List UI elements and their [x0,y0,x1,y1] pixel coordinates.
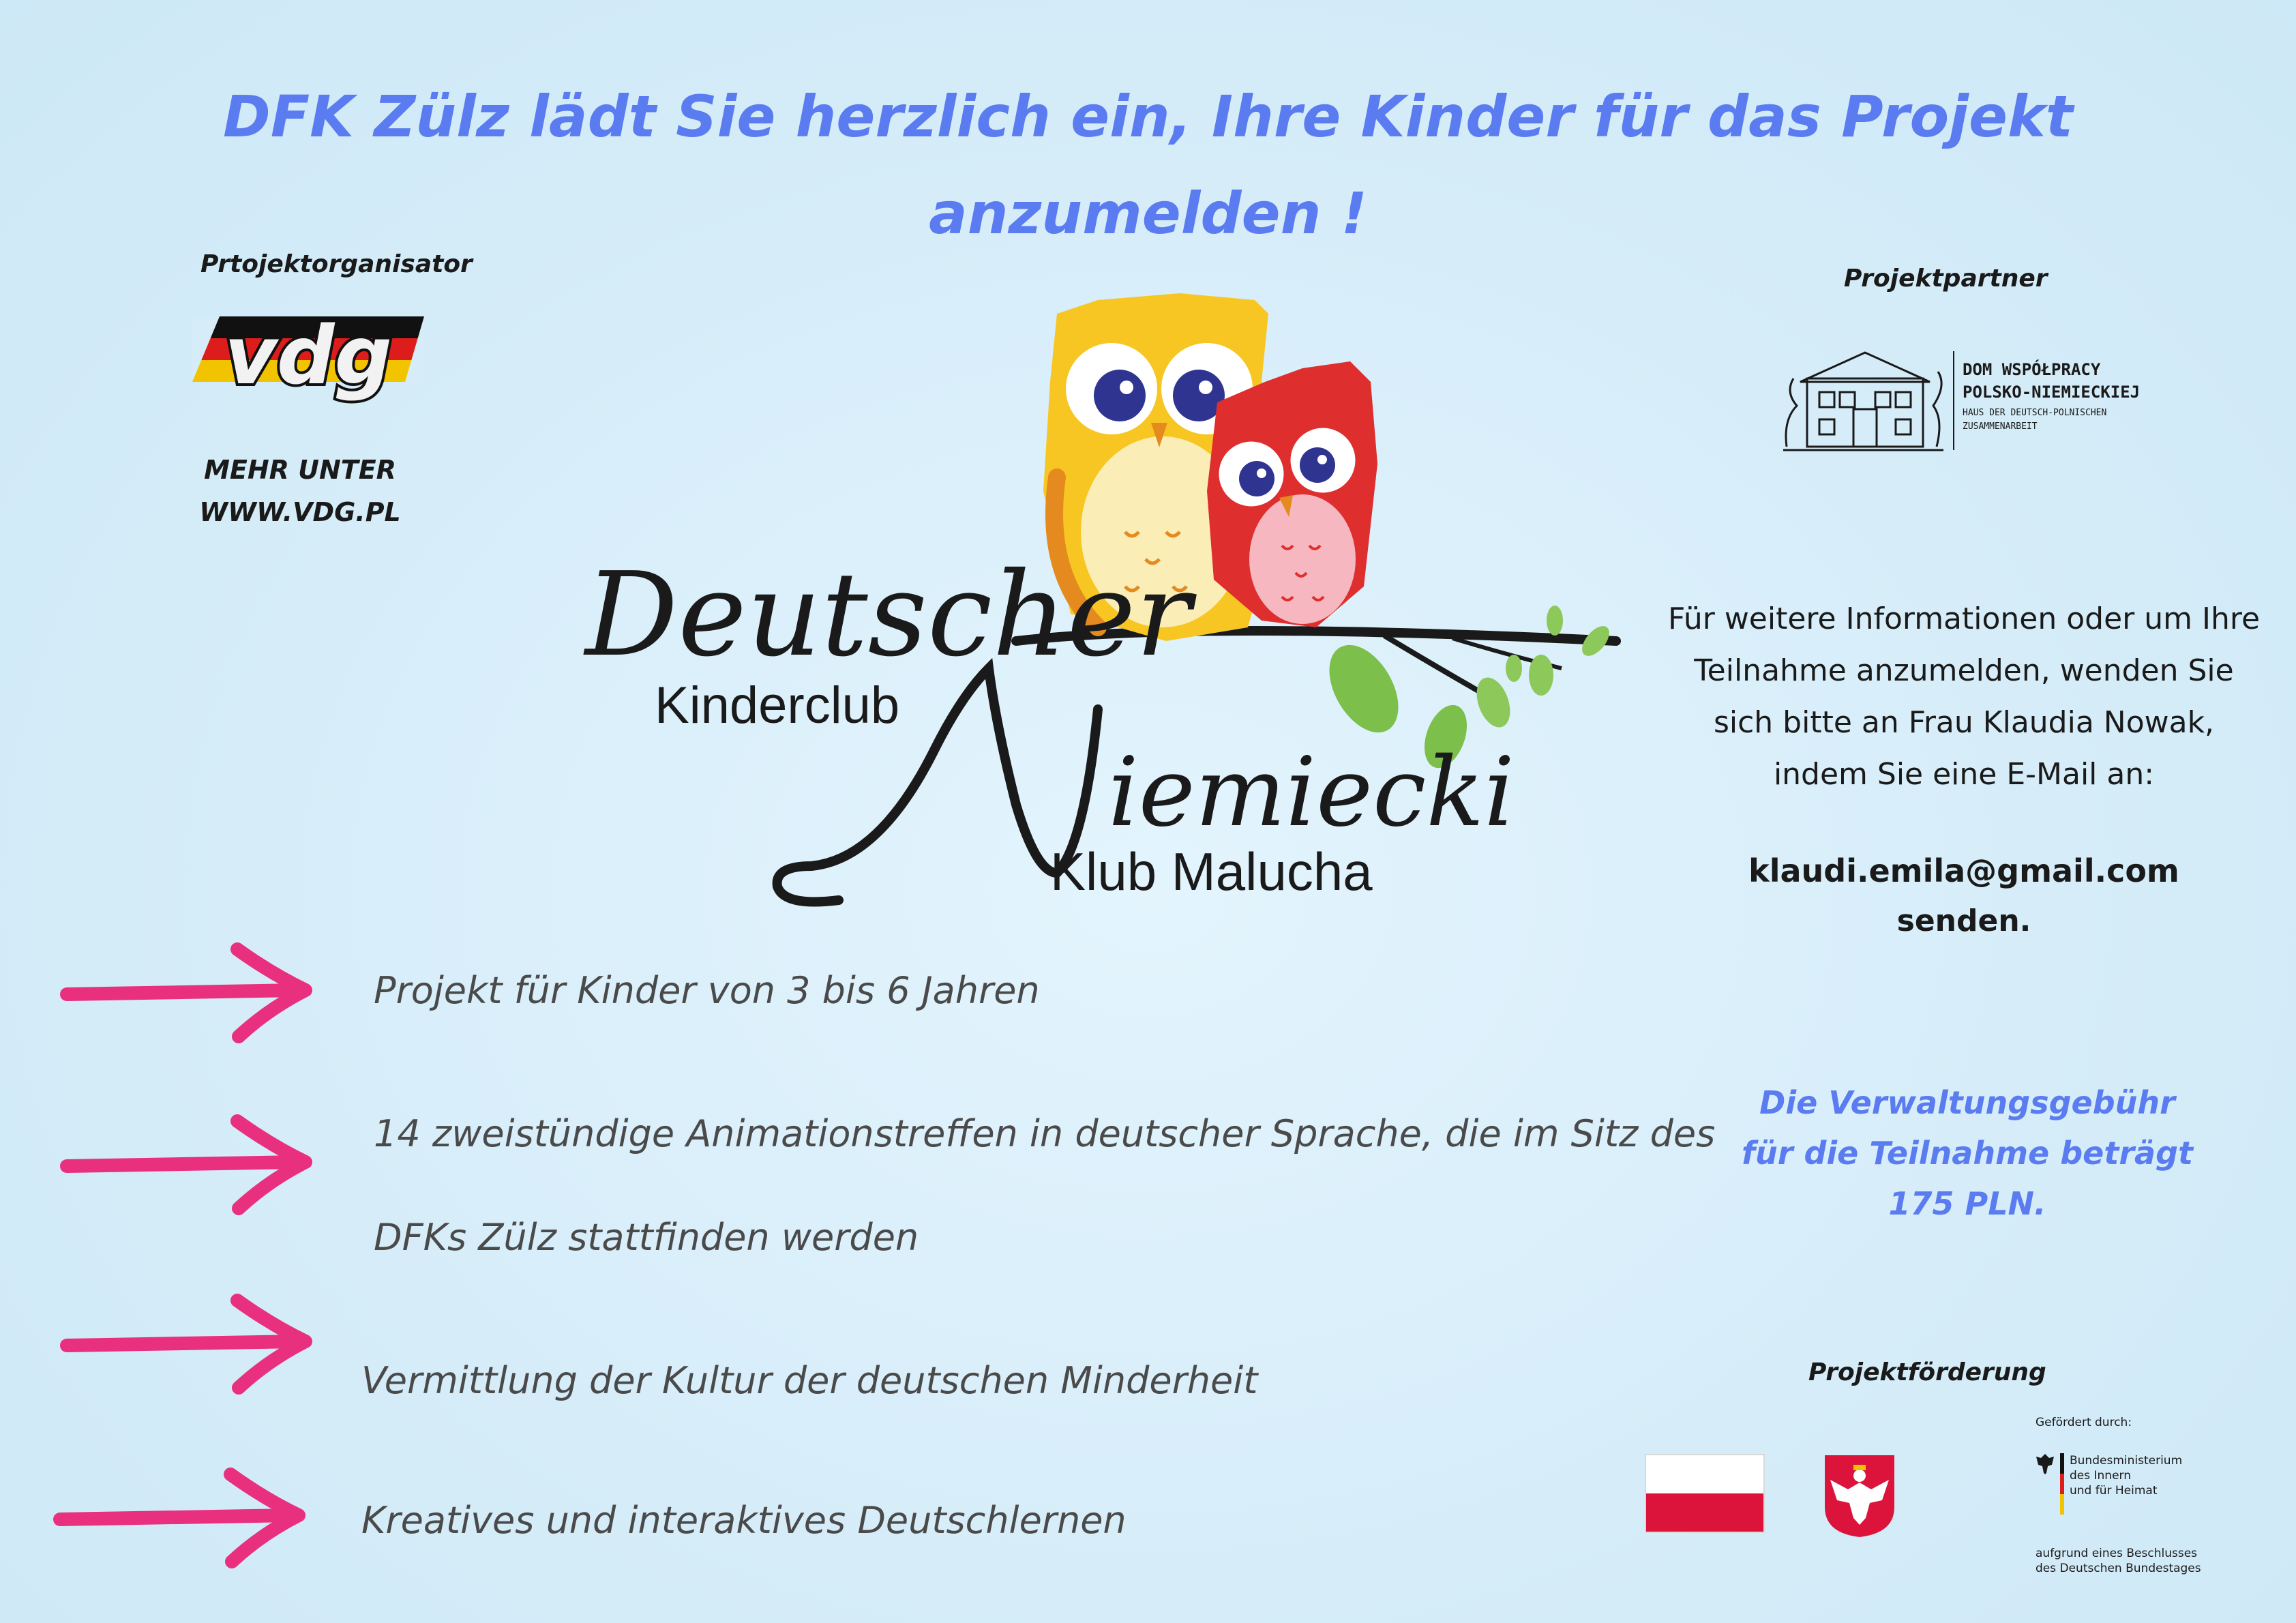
fee-line-2: für die Teilnahme beträgt [1742,1135,2193,1172]
club-word-kinderclub: Kinderclub [655,676,900,734]
partner-logo [1780,344,2141,457]
bmi-footer-1: aufgrund eines Beschlusses [2036,1547,2198,1560]
contact-email-link[interactable]: klaudi.emila@gmail.com [1748,852,2179,889]
red-owl-icon [1207,361,1377,627]
bullet-item: Kreatives und interaktives Deutschlernen [361,1499,1127,1542]
partner-logo-line-4: ZUSAMMENARBEIT [1963,421,2038,432]
club-word-klub-malucha: Klub Malucha [1050,842,1373,902]
bmi-footer-2: des Deutschen Bundestages [2036,1562,2201,1575]
contact-info-line-3: sich bitte an Frau Klaudia Nowak, [1713,705,2215,740]
house-icon [1783,353,1943,450]
headline [109,68,2187,262]
bullet-item-continuation: DFKs Zülz stattfinden werden [374,1216,919,1259]
more-info [184,449,416,533]
more-info-line-1: MEHR UNTER [204,455,396,485]
bullet-item: Projekt für Kinder von 3 bis 6 Jahren [374,969,1040,1012]
contact-info-line-4: indem Sie eine E-Mail an: [1773,757,2155,792]
website-link[interactable]: WWW.VDG.PL [199,497,401,527]
arrow-right-icon [60,941,319,1043]
bmi-header: Gefördert durch: [2036,1416,2132,1429]
arrow-right-icon [60,1113,319,1215]
fee-line-1: Die Verwaltungsgebühr [1759,1084,2175,1121]
partner-logo-line-2: POLSKO-NIEMIECKIEJ [1963,383,2141,402]
fee-info [1671,1077,2264,1229]
organizer-label: Prtojektorganisator [200,250,473,278]
headline-line-2: anzumelden ! [929,180,1367,247]
arrow-right-icon [53,1466,312,1568]
poland-flag-icon [1645,1454,1765,1533]
partner-logo-line-1: DOM WSPÓŁPRACY [1963,360,2101,379]
arrow-right-icon [60,1292,319,1395]
german-flag-bar [2060,1453,2064,1515]
contact-send-text: senden. [1896,904,2031,938]
contact-info [1650,593,2278,801]
contact-info-line-2: Teilnahme anzumelden, wenden Sie [1694,653,2234,688]
vdg-logo [192,307,424,416]
bmi-logo [2036,1415,2267,1579]
bmi-line-3: und für Heimat [2070,1484,2158,1498]
headline-line-1: DFK Zülz lädt Sie herzlich ein, Ihre Kinder für das Projekt [223,83,2073,150]
fee-amount: 175 PLN. [1888,1185,2046,1222]
bullet-item: Vermittlung der Kultur der deutschen Minderheit [361,1359,1258,1402]
vdg-logo-text: vdg [224,308,392,402]
club-word-deutscher: Deutscher [585,548,1191,683]
bullet-item: 14 zweistündige Animationstreffen in deutscher Sprache, die im Sitz des [374,1112,1716,1155]
club-logo [580,286,1643,921]
leaf-icon [1315,633,1413,744]
club-word-iemiecki: iemiecki [1108,737,1515,848]
partner-label: Projektpartner [1844,265,2048,293]
poland-emblem-icon [1822,1453,1897,1538]
contact-info-line-1: Für weitere Informationen oder um Ihre [1667,601,2261,636]
funding-label: Projektförderung [1808,1358,2046,1386]
bmi-line-2: des Innern [2070,1469,2131,1483]
eagle-icon [2036,1453,2055,1476]
partner-logo-line-3: HAUS DER DEUTSCH-POLNISCHEN [1963,408,2107,418]
bmi-line-1: Bundesministerium [2070,1454,2183,1468]
